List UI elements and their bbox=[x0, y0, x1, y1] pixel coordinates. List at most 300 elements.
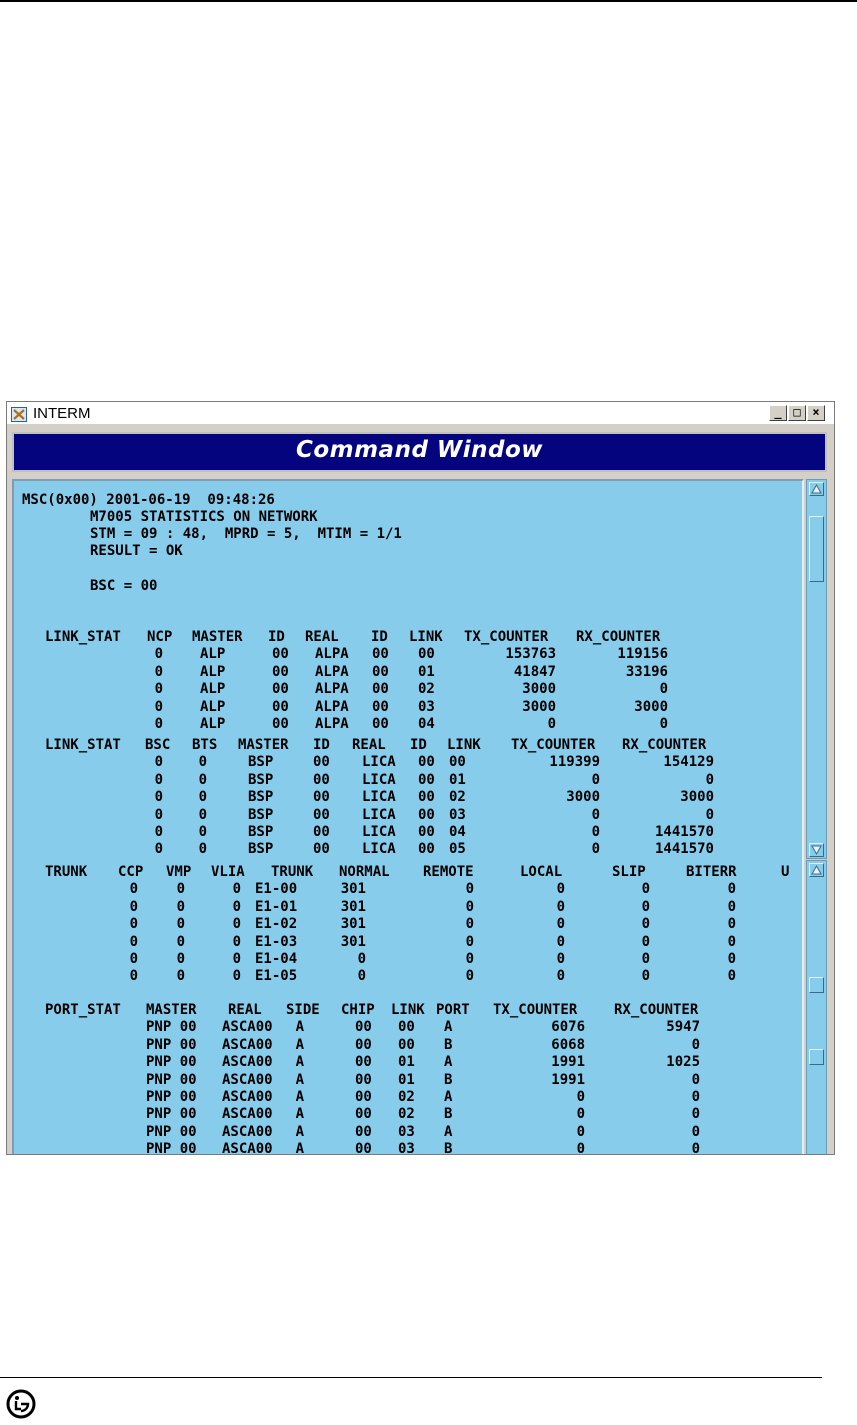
table-cell: ASCA00 bbox=[222, 1036, 273, 1053]
table-cell: 0 bbox=[176, 933, 185, 950]
table-cell: 0 bbox=[232, 933, 241, 950]
column-header: LINK bbox=[409, 629, 443, 645]
table-cell: 00 bbox=[418, 789, 435, 806]
table-cell: 0 bbox=[154, 681, 163, 698]
table-cell: PNP 00 bbox=[146, 1123, 197, 1140]
footer-rule bbox=[0, 1377, 822, 1378]
table-cell: 0 bbox=[232, 881, 241, 898]
table-cell: 00 bbox=[372, 716, 389, 732]
table-cell: 0 bbox=[129, 951, 138, 967]
table-cell: BSP bbox=[248, 806, 274, 823]
table-cell: BSP bbox=[248, 841, 274, 858]
table-cell: ALPA bbox=[315, 681, 349, 698]
table-cell: A bbox=[295, 1089, 304, 1105]
output-line: STM = 09 : 48, MPRD = 5, MTIM = 1/1 bbox=[90, 526, 402, 542]
table-cell: 00 bbox=[272, 716, 289, 732]
table-cell: 02 bbox=[398, 1089, 415, 1105]
close-button[interactable]: × bbox=[807, 405, 825, 421]
table-cell: 04 bbox=[418, 716, 435, 732]
table-cell: A bbox=[444, 1054, 453, 1071]
table-cell: 00 bbox=[313, 841, 330, 858]
table-cell: ASCA00 bbox=[222, 1054, 273, 1071]
table-row bbox=[14, 1019, 804, 1036]
table-cell: 0 bbox=[198, 771, 207, 788]
table-cell: 0 bbox=[129, 898, 138, 915]
table-cell: 0 bbox=[465, 968, 474, 985]
column-header: BTS bbox=[192, 737, 218, 753]
column-header: TX_COUNTER bbox=[511, 737, 596, 753]
table-cell: 6068 bbox=[551, 1036, 585, 1053]
column-header: ID bbox=[313, 737, 330, 753]
table-cell: 00 bbox=[418, 754, 435, 771]
table-cell: 00 bbox=[372, 698, 389, 715]
table-row bbox=[14, 881, 804, 898]
table-cell: A bbox=[444, 1123, 453, 1140]
table-row bbox=[14, 807, 804, 824]
scrollbar-marker[interactable] bbox=[809, 1049, 824, 1065]
column-header: REAL bbox=[228, 1002, 262, 1018]
table-cell: 0 bbox=[154, 698, 163, 715]
table-cell: 0 bbox=[691, 1141, 700, 1155]
table-row bbox=[14, 951, 804, 968]
column-header: BITERR bbox=[686, 864, 737, 880]
table-cell: 00 bbox=[355, 1019, 372, 1036]
table-cell: 5947 bbox=[666, 1019, 700, 1036]
table-cell: 0 bbox=[154, 824, 163, 840]
table-cell: 02 bbox=[398, 1106, 415, 1123]
maximize-button[interactable]: □ bbox=[788, 405, 806, 421]
table-cell: 0 bbox=[556, 916, 565, 933]
table-cell: 153763 bbox=[505, 646, 556, 663]
table-cell: ASCA00 bbox=[222, 1123, 273, 1140]
table-cell: 00 bbox=[355, 1106, 372, 1123]
table-cell: 0 bbox=[465, 916, 474, 933]
table-cell: ALPA bbox=[315, 716, 349, 732]
table-cell: 03 bbox=[418, 698, 435, 715]
table-cell: PNP 00 bbox=[146, 1071, 197, 1088]
table-cell: 3000 bbox=[522, 681, 556, 698]
column-header: MASTER bbox=[146, 1002, 197, 1018]
table-cell: B bbox=[444, 1036, 453, 1053]
table-cell: 0 bbox=[357, 951, 366, 967]
column-header: LINK_STAT bbox=[45, 737, 121, 753]
table-cell: ASCA00 bbox=[222, 1106, 273, 1123]
table-cell: BSP bbox=[248, 754, 274, 771]
table-cell: 00 bbox=[272, 698, 289, 715]
table-row bbox=[14, 1072, 804, 1089]
table-cell: ALP bbox=[200, 646, 226, 663]
scrollbar-lower[interactable] bbox=[806, 860, 827, 1155]
column-header: CCP bbox=[118, 864, 144, 880]
column-header: TX_COUNTER bbox=[464, 629, 549, 645]
scroll-down-arrow-icon[interactable] bbox=[809, 843, 824, 857]
table-row bbox=[14, 841, 804, 858]
table-row bbox=[14, 1124, 804, 1141]
table-cell: 00 bbox=[355, 1141, 372, 1155]
table-cell: 0 bbox=[641, 968, 650, 985]
table-row bbox=[14, 716, 804, 733]
table-cell: 0 bbox=[641, 951, 650, 967]
table-cell: 0 bbox=[232, 898, 241, 915]
table-cell: PNP 00 bbox=[146, 1036, 197, 1053]
table-cell: 0 bbox=[198, 841, 207, 858]
table-cell: ASCA00 bbox=[222, 1071, 273, 1088]
table-cell: 04 bbox=[449, 824, 466, 840]
table-cell: 0 bbox=[576, 1089, 585, 1105]
table-cell: 0 bbox=[727, 933, 736, 950]
table-cell: 1025 bbox=[666, 1054, 700, 1071]
interm-app-icon bbox=[11, 407, 27, 422]
table-cell: 00 bbox=[398, 1019, 415, 1036]
table-cell: 0 bbox=[591, 841, 600, 858]
table-cell: 119156 bbox=[617, 646, 668, 663]
column-header: ID bbox=[268, 629, 285, 645]
output-line: MSC(0x00) 2001-06-19 09:48:26 bbox=[22, 492, 275, 508]
table-cell: 0 bbox=[129, 881, 138, 898]
table-cell: ALPA bbox=[315, 663, 349, 680]
table-cell: 0 bbox=[691, 1089, 700, 1105]
column-header: SIDE bbox=[286, 1002, 320, 1018]
column-header: REMOTE bbox=[423, 864, 474, 880]
table-cell: 03 bbox=[398, 1123, 415, 1140]
table-cell: 119399 bbox=[549, 754, 600, 771]
table-cell: A bbox=[295, 1019, 304, 1036]
banner-title: Command Window bbox=[295, 437, 544, 463]
column-header: ID bbox=[371, 629, 388, 645]
table-row bbox=[14, 646, 804, 663]
table-cell: 00 bbox=[272, 681, 289, 698]
table-cell: 0 bbox=[154, 841, 163, 858]
table-cell: 0 bbox=[641, 916, 650, 933]
table-cell: 02 bbox=[449, 789, 466, 806]
table-cell: 01 bbox=[398, 1054, 415, 1071]
table-cell: LICA bbox=[362, 754, 396, 771]
table-cell: ALP bbox=[200, 716, 226, 732]
table-cell: 01 bbox=[398, 1071, 415, 1088]
table-cell: 00 bbox=[398, 1036, 415, 1053]
table-cell: ASCA00 bbox=[222, 1019, 273, 1036]
table-cell: A bbox=[295, 1054, 304, 1071]
table-row bbox=[14, 754, 804, 771]
table-row bbox=[14, 899, 804, 916]
table-cell: 0 bbox=[727, 951, 736, 967]
table-cell: E1-02 bbox=[255, 916, 298, 933]
table-cell: 00 bbox=[313, 789, 330, 806]
table-cell: 0 bbox=[465, 898, 474, 915]
column-header: NORMAL bbox=[339, 864, 390, 880]
table-row bbox=[14, 699, 804, 716]
top-rule bbox=[0, 0, 857, 2]
table-cell: 301 bbox=[340, 933, 366, 950]
table-cell: 0 bbox=[591, 806, 600, 823]
table-cell: 00 bbox=[372, 681, 389, 698]
table-header-row bbox=[14, 629, 804, 646]
table-row bbox=[14, 1037, 804, 1054]
table-cell: 0 bbox=[154, 771, 163, 788]
window-title: INTERM bbox=[33, 405, 91, 422]
table-cell: 1441570 bbox=[654, 824, 714, 840]
table-cell: 0 bbox=[576, 1106, 585, 1123]
table-cell: 0 bbox=[154, 646, 163, 663]
table-cell: 0 bbox=[176, 968, 185, 985]
command-output bbox=[12, 479, 804, 1155]
table-cell: A bbox=[444, 1019, 453, 1036]
table-cell: 0 bbox=[556, 933, 565, 950]
table-cell: PNP 00 bbox=[146, 1141, 197, 1155]
column-header: RX_COUNTER bbox=[614, 1002, 699, 1018]
table-cell: 41847 bbox=[513, 663, 556, 680]
table-cell: 0 bbox=[465, 951, 474, 967]
table-cell: E1-01 bbox=[255, 898, 298, 915]
table-cell: 00 bbox=[355, 1071, 372, 1088]
table-row bbox=[14, 789, 804, 806]
table-cell: 0 bbox=[129, 916, 138, 933]
table-cell: A bbox=[295, 1071, 304, 1088]
column-header: U bbox=[781, 864, 790, 880]
scroll-up-arrow-icon[interactable] bbox=[809, 482, 824, 496]
scroll-up-arrow-icon[interactable] bbox=[809, 863, 824, 877]
table-cell: A bbox=[295, 1141, 304, 1155]
table-cell: 0 bbox=[691, 1123, 700, 1140]
table-cell: 0 bbox=[641, 933, 650, 950]
column-header: TRUNK bbox=[45, 864, 88, 880]
command-window-banner bbox=[12, 432, 827, 472]
table-cell: LICA bbox=[362, 806, 396, 823]
column-header: NCP bbox=[147, 629, 173, 645]
table-cell: 00 bbox=[372, 646, 389, 663]
table-cell: 0 bbox=[727, 898, 736, 915]
table-cell: 0 bbox=[232, 916, 241, 933]
table-cell: 0 bbox=[727, 881, 736, 898]
column-header: RX_COUNTER bbox=[622, 737, 707, 753]
table-cell: 00 bbox=[313, 771, 330, 788]
table-cell: 0 bbox=[176, 916, 185, 933]
table-cell: 0 bbox=[705, 771, 714, 788]
table-cell: 00 bbox=[355, 1123, 372, 1140]
table-cell: 3000 bbox=[634, 698, 668, 715]
table-cell: 0 bbox=[659, 681, 668, 698]
table-cell: 0 bbox=[591, 771, 600, 788]
table-cell: 0 bbox=[232, 968, 241, 985]
table-row bbox=[14, 1089, 804, 1106]
table-cell: B bbox=[444, 1141, 453, 1155]
table-cell: 0 bbox=[576, 1141, 585, 1155]
table-cell: BSP bbox=[248, 771, 274, 788]
table-cell: 0 bbox=[198, 824, 207, 840]
table-row bbox=[14, 772, 804, 789]
table-row bbox=[14, 1054, 804, 1071]
table-cell: 3000 bbox=[566, 789, 600, 806]
table-cell: E1-03 bbox=[255, 933, 298, 950]
table-cell: 0 bbox=[198, 789, 207, 806]
table-cell: 01 bbox=[449, 771, 466, 788]
table-cell: ALP bbox=[200, 698, 226, 715]
table-cell: ASCA00 bbox=[222, 1089, 273, 1105]
table-cell: 3000 bbox=[522, 698, 556, 715]
table-cell: A bbox=[295, 1036, 304, 1053]
table-cell: 0 bbox=[176, 951, 185, 967]
table-cell: 00 bbox=[313, 754, 330, 771]
table-cell: B bbox=[444, 1071, 453, 1088]
table-header-row bbox=[14, 864, 804, 881]
table-cell: 301 bbox=[340, 898, 366, 915]
table-cell: B bbox=[444, 1106, 453, 1123]
table-cell: 0 bbox=[154, 806, 163, 823]
table-cell: 0 bbox=[691, 1036, 700, 1053]
table-row bbox=[14, 1106, 804, 1123]
table-cell: 0 bbox=[591, 824, 600, 840]
table-cell: 00 bbox=[418, 771, 435, 788]
table-row bbox=[14, 681, 804, 698]
table-cell: LICA bbox=[362, 771, 396, 788]
table-cell: ALPA bbox=[315, 698, 349, 715]
table-cell: 6076 bbox=[551, 1019, 585, 1036]
table-cell: 00 bbox=[418, 824, 435, 840]
table-cell: 33196 bbox=[625, 663, 668, 680]
table-cell: 0 bbox=[691, 1106, 700, 1123]
table-cell: LICA bbox=[362, 841, 396, 858]
table-cell: 00 bbox=[418, 841, 435, 858]
table-cell: E1-04 bbox=[255, 951, 298, 967]
table-cell: 05 bbox=[449, 841, 466, 858]
table-cell: LICA bbox=[362, 789, 396, 806]
output-line: RESULT = OK bbox=[90, 543, 183, 559]
output-line: M7005 STATISTICS ON NETWORK bbox=[90, 509, 318, 525]
minimize-button[interactable]: _ bbox=[769, 405, 787, 421]
column-header: MASTER bbox=[192, 629, 243, 645]
table-row bbox=[14, 1141, 804, 1155]
table-cell: 00 bbox=[355, 1054, 372, 1071]
table-cell: 0 bbox=[705, 806, 714, 823]
table-row bbox=[14, 664, 804, 681]
lg-logo bbox=[6, 1389, 36, 1419]
table-cell: ALPA bbox=[315, 646, 349, 663]
table-cell: 00 bbox=[418, 646, 435, 663]
column-header: VMP bbox=[166, 864, 192, 880]
scrollbar-marker[interactable] bbox=[809, 977, 824, 993]
table-cell: 301 bbox=[340, 916, 366, 933]
table-row bbox=[14, 916, 804, 933]
table-cell: 0 bbox=[727, 968, 736, 985]
column-header: TRUNK bbox=[271, 864, 314, 880]
table-cell: 00 bbox=[313, 806, 330, 823]
table-cell: 0 bbox=[154, 663, 163, 680]
table-cell: 0 bbox=[556, 951, 565, 967]
table-cell: 1991 bbox=[551, 1054, 585, 1071]
interm-window bbox=[6, 401, 835, 1155]
table-cell: 00 bbox=[313, 824, 330, 840]
column-header: PORT bbox=[436, 1002, 470, 1018]
scrollbar-thumb[interactable] bbox=[809, 516, 824, 582]
table-cell: PNP 00 bbox=[146, 1106, 197, 1123]
scrollbar-upper[interactable] bbox=[806, 479, 827, 859]
table-cell: BSP bbox=[248, 789, 274, 806]
table-cell: 0 bbox=[727, 916, 736, 933]
table-cell: LICA bbox=[362, 824, 396, 840]
column-header: LOCAL bbox=[520, 864, 563, 880]
table-cell: 1991 bbox=[551, 1071, 585, 1088]
table-cell: 0 bbox=[154, 789, 163, 806]
table-cell: 00 bbox=[355, 1036, 372, 1053]
table-cell: A bbox=[295, 1123, 304, 1140]
table-cell: 00 bbox=[272, 646, 289, 663]
table-cell: 1441570 bbox=[654, 841, 714, 858]
column-header: REAL bbox=[305, 629, 339, 645]
table-cell: 301 bbox=[340, 881, 366, 898]
table-cell: 0 bbox=[198, 806, 207, 823]
table-cell: 0 bbox=[129, 933, 138, 950]
table-cell: 02 bbox=[418, 681, 435, 698]
table-header-row bbox=[14, 737, 804, 754]
table-cell: 0 bbox=[576, 1123, 585, 1140]
table-cell: 01 bbox=[418, 663, 435, 680]
table-cell: 0 bbox=[465, 933, 474, 950]
column-header: SLIP bbox=[612, 864, 646, 880]
table-cell: 0 bbox=[641, 898, 650, 915]
column-header: RX_COUNTER bbox=[576, 629, 661, 645]
output-line: BSC = 00 bbox=[90, 578, 158, 594]
table-cell: 0 bbox=[198, 754, 207, 771]
table-cell: A bbox=[444, 1089, 453, 1105]
column-header: REAL bbox=[352, 737, 386, 753]
table-cell: A bbox=[295, 1106, 304, 1123]
table-cell: ALP bbox=[200, 681, 226, 698]
table-cell: 00 bbox=[355, 1089, 372, 1105]
table-header-row bbox=[14, 1002, 804, 1019]
table-cell: 00 bbox=[449, 754, 466, 771]
column-header: PORT_STAT bbox=[45, 1002, 121, 1018]
table-cell: ALP bbox=[200, 663, 226, 680]
table-cell: 0 bbox=[176, 898, 185, 915]
table-cell: BSP bbox=[248, 824, 274, 840]
column-header: VLIA bbox=[211, 864, 245, 880]
table-cell: PNP 00 bbox=[146, 1054, 197, 1071]
table-cell: 03 bbox=[398, 1141, 415, 1155]
table-cell: PNP 00 bbox=[146, 1019, 197, 1036]
table-cell: 0 bbox=[465, 881, 474, 898]
table-cell: 3000 bbox=[680, 789, 714, 806]
column-header: LINK_STAT bbox=[45, 629, 121, 645]
table-cell: ASCA00 bbox=[222, 1141, 273, 1155]
table-cell: 00 bbox=[372, 663, 389, 680]
table-row bbox=[14, 968, 804, 985]
table-row bbox=[14, 934, 804, 951]
table-cell: 0 bbox=[556, 898, 565, 915]
table-cell: 00 bbox=[418, 806, 435, 823]
column-header: LINK bbox=[447, 737, 481, 753]
table-cell: 0 bbox=[556, 881, 565, 898]
table-cell: 00 bbox=[272, 663, 289, 680]
table-cell: 0 bbox=[176, 881, 185, 898]
table-cell: 03 bbox=[449, 806, 466, 823]
table-cell: 0 bbox=[556, 968, 565, 985]
column-header: MASTER bbox=[238, 737, 289, 753]
table-cell: 0 bbox=[641, 881, 650, 898]
table-cell: 0 bbox=[129, 968, 138, 985]
table-cell: 0 bbox=[547, 716, 556, 732]
column-header: TX_COUNTER bbox=[493, 1002, 578, 1018]
column-header: BSC bbox=[145, 737, 171, 753]
table-cell: 0 bbox=[154, 754, 163, 771]
table-cell: 154129 bbox=[663, 754, 714, 771]
table-row bbox=[14, 824, 804, 841]
table-cell: 0 bbox=[691, 1071, 700, 1088]
table-cell: 0 bbox=[154, 716, 163, 732]
table-cell: E1-00 bbox=[255, 881, 298, 898]
table-cell: 0 bbox=[232, 951, 241, 967]
title-bar[interactable] bbox=[7, 402, 834, 424]
table-cell: E1-05 bbox=[255, 968, 298, 985]
